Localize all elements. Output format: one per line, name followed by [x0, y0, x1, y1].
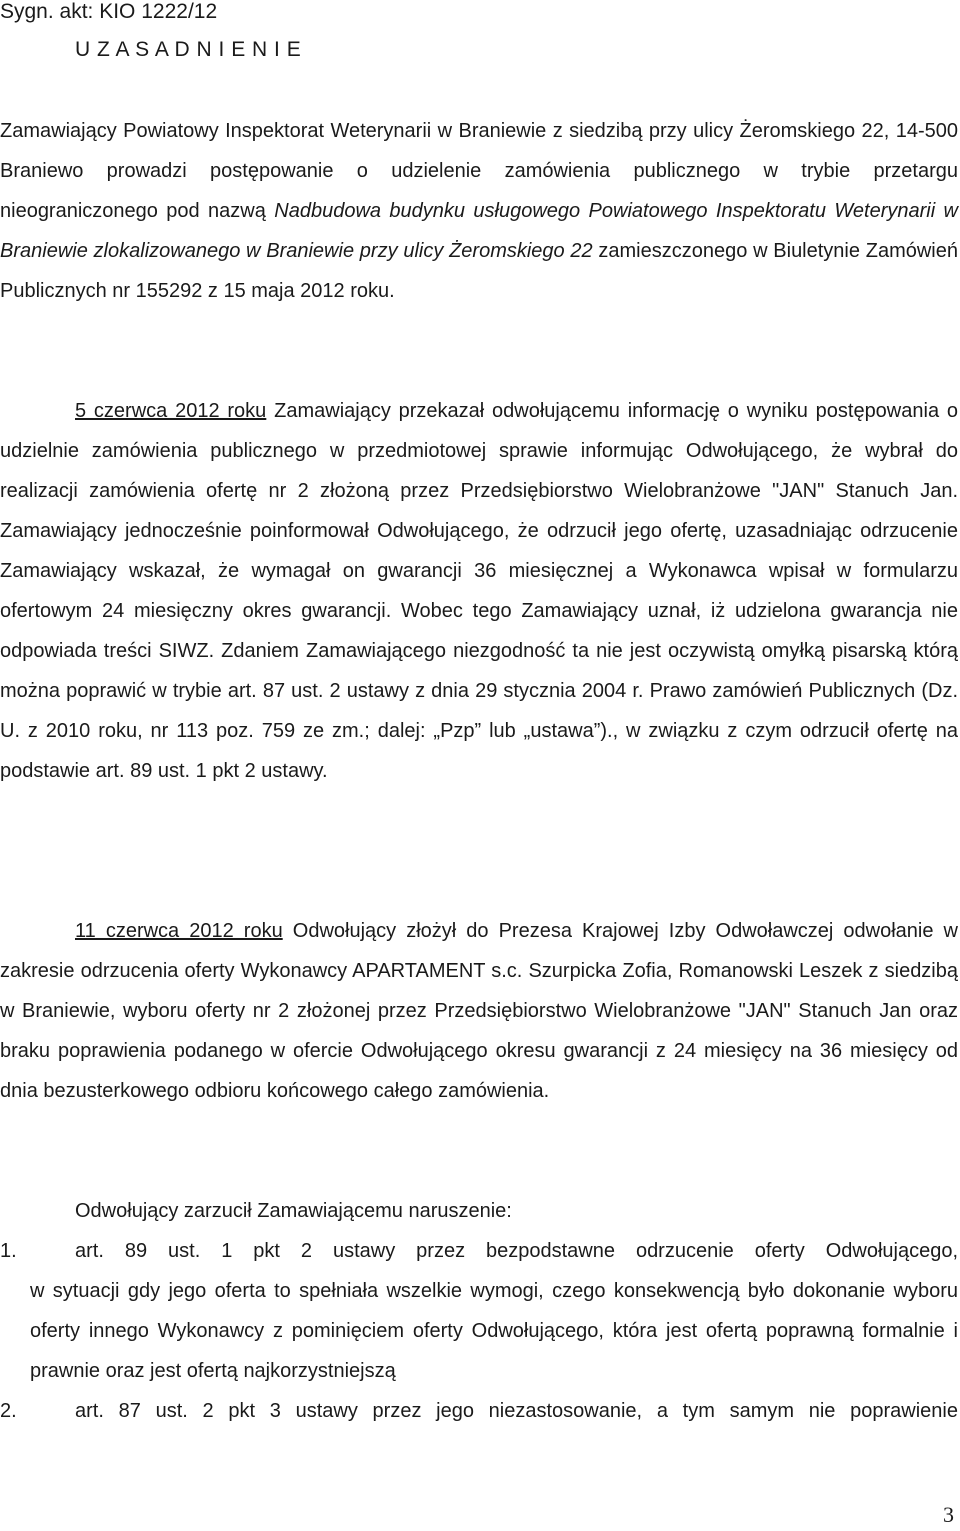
- violation-item-1: [0, 1231, 958, 1391]
- violations-intro: Odwołujący zarzucił Zamawiającemu naruszenie:: [75, 1200, 512, 1222]
- paragraph-procurement-intro: [0, 111, 958, 311]
- violation-number: 1.: [0, 1240, 17, 1262]
- violation-number: 2.: [0, 1400, 17, 1422]
- paragraph-1-outro: zamieszczonego w Biuletynie Zamówień Publicznych nr 155292 z 15 maja 2012 roku.: [0, 240, 958, 302]
- case-signature: Sygn. akt: KIO 1222/12: [0, 0, 218, 23]
- paragraph-3-text: Odwołujący złożył do Prezesa Krajowej Izby Odwoławczej odwołanie w zakresie odrzucenia oferty Wykonawcy APARTAMENT s.c. Szurpicka Zofia, Romanowski Leszek z siedzibą w Braniewie, wyboru oferty nr 2 złożonej przez Przedsiębiorstwo Wielobranżowe "JAN" Stanuch Jan oraz braku poprawienia podanego w ofercie Odwołującego okresu gwarancji z 24 miesięcy na 36 miesięcy od dnia bezusterkowego odbioru końcowego całego zamówienia.: [0, 920, 958, 1102]
- page-number: 3: [943, 1502, 954, 1527]
- violation-item-2: [0, 1391, 958, 1431]
- date-june-5: 5 czerwca 2012 roku: [75, 400, 267, 422]
- document-heading: U Z A S A D N I E N I E: [75, 38, 302, 61]
- paragraph-june-5: [0, 391, 958, 791]
- violation-first-line: art. 89 ust. 1 pkt 2 ustawy przez bezpodstawne odrzucenie oferty Odwołującego,: [75, 1240, 958, 1262]
- paragraph-june-11: [0, 911, 958, 1111]
- paragraph-1-intro: Zamawiający Powiatowy Inspektorat Weterynarii w Braniewie z siedzibą przy ulicy Żeromskiego 22, 14-500 Braniewo prowadzi postępowanie o udzielenie zamówienia publicznego w trybie przetargu nieograniczonego pod nazwą: [0, 120, 958, 222]
- paragraph-2-text: Zamawiający przekazał odwołującemu informację o wyniku postępowania o udzielnie zamówienia publicznego w przedmiotowej sprawie informując Odwołującego, że wybrał do realizacji zamówienia ofertę nr 2 złożoną przez Przedsiębiorstwo Wielobranżowe "JAN" Stanuch Jan. Zamawiający jednocześnie poinformował Odwołującego, że odrzucił jego ofertę, uzasadniając odrzucenie Zamawiający wskazał, że wymagał on gwarancji 36 miesięcznej a Wykonawca wpisał w formularzu ofertowym 24 miesięczny okres gwarancji. Wobec tego Zamawiający uznał, iż udzielona gwarancja nie odpowiada treści SIWZ. Zdaniem Zamawiającego niezgodność ta nie jest oczywistą omyłką pisarską którą można poprawić w trybie art. 87 ust. 2 ustawy z dnia 29 stycznia 2004 r. Prawo zamówień Publicznych (Dz. U. z 2010 roku, nr 113 poz. 759 ze zm.; dalej: „Pzp” lub „ustawa”)., w związku z czym odrzucił ofertę na podstawie art. 89 ust. 1 pkt 2 ustawy.: [0, 400, 958, 782]
- procurement-name: Nadbudowa budynku usługowego Powiatowego Inspektoratu Weterynarii w Braniewie zlokalizowanego w Braniewie przy ulicy Żeromskiego 22: [0, 200, 958, 262]
- date-june-11: 11 czerwca 2012 roku: [75, 920, 283, 942]
- violation-first-line: art. 87 ust. 2 pkt 3 ustawy przez jego niezastosowanie, a tym samym nie poprawienie: [75, 1400, 958, 1422]
- violation-text: w sytuacji gdy jego oferta to spełniała wszelkie wymogi, czego konsekwencją było dokonanie wyboru oferty innego Wykonawcy z pominięciem oferty Odwołującego, która jest ofertą poprawną formalnie i prawnie oraz jest ofertą najkorzystniejszą: [30, 1280, 958, 1382]
